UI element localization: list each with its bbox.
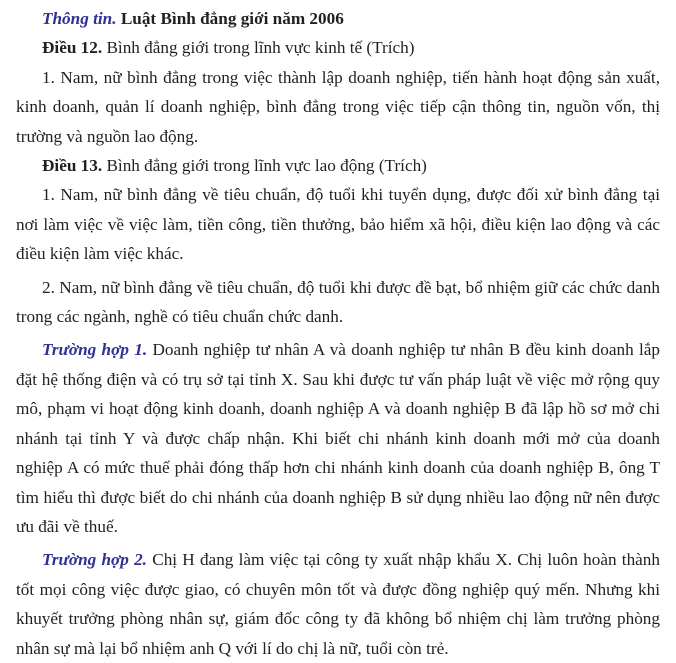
case-2-label: Trường hợp 2. <box>42 550 147 570</box>
article-13-title: Bình đẳng giới trong lĩnh vực lao động (Trích) <box>106 156 427 176</box>
article-13-heading <box>42 151 660 180</box>
article-13-number: Điều 13. <box>42 156 103 176</box>
info-label: Thông tin. <box>42 9 117 28</box>
case-1-text: Doanh nghiệp tư nhân A và doanh nghiệp tư nhân B đều kinh doanh lắp đặt hệ thống điện và có trụ sở tại tỉnh X. Sau khi được tư vấn pháp luật về việc mở rộng quy mô, phạm vi hoạt động kinh doanh, doanh nghiệp A và doanh nghiệp B đã lập hồ sơ mở chi nhánh tại tỉnh Y và được chấp nhận. Khi biết chi nhánh kinh doanh mới mở của doanh nghiệp A có mức thuế phải đóng thấp hơn chi nhánh kinh doanh của doanh nghiệp B, ông T tìm hiểu thì được biết do chi nhánh của doanh nghiệp B sử dụng nhiều lao động nữ nên được ưu đãi về thuế. <box>16 340 660 536</box>
case-2-paragraph <box>16 545 660 663</box>
case-1-paragraph <box>16 335 660 541</box>
case-2-text: Chị H đang làm việc tại công ty xuất nhập khẩu X. Chị luôn hoàn thành tốt mọi công việc được giao, có chuyên môn tốt và được đồng nghiệp quý mến. Nhưng khi khuyết trưởng phòng nhân sự, giám đốc công ty đã không bổ nhiệm chị làm trưởng phòng nhân sự mà lại bổ nhiệm anh Q với lí do chị là nữ, tuổi còn trẻ. <box>16 550 660 658</box>
article-12-number: Điều 12. <box>42 38 103 58</box>
article-13-clause-2: 2. Nam, nữ bình đẳng về tiêu chuẩn, độ tuổi khi được đề bạt, bổ nhiệm giữ các chức danh trong các ngành, nghề có tiêu chuẩn chức danh. <box>16 277 660 327</box>
info-header <box>42 4 660 33</box>
article-12-clause-1: 1. Nam, nữ bình đẳng trong việc thành lập doanh nghiệp, tiến hành hoạt động sản xuất, kinh doanh, quản lí doanh nghiệp, bình đẳng trong việc tiếp cận thông tin, nguồn vốn, thị trường và nguồn lao động. <box>16 67 660 146</box>
article-13-clause-1: 1. Nam, nữ bình đẳng về tiêu chuẩn, độ tuổi khi tuyển dụng, được đối xử bình đẳng tại nơi làm việc về việc làm, tiền công, tiền thưởng, bảo hiểm xã hội, điều kiện lao động và các điều kiện làm việc khác. <box>16 185 660 264</box>
case-1-label: Trường hợp 1. <box>42 340 148 360</box>
law-title: Luật Bình đẳng giới năm 2006 <box>120 9 344 28</box>
article-12-heading <box>42 33 660 62</box>
article-12-title: Bình đẳng giới trong lĩnh vực kinh tế (Trích) <box>106 38 415 58</box>
